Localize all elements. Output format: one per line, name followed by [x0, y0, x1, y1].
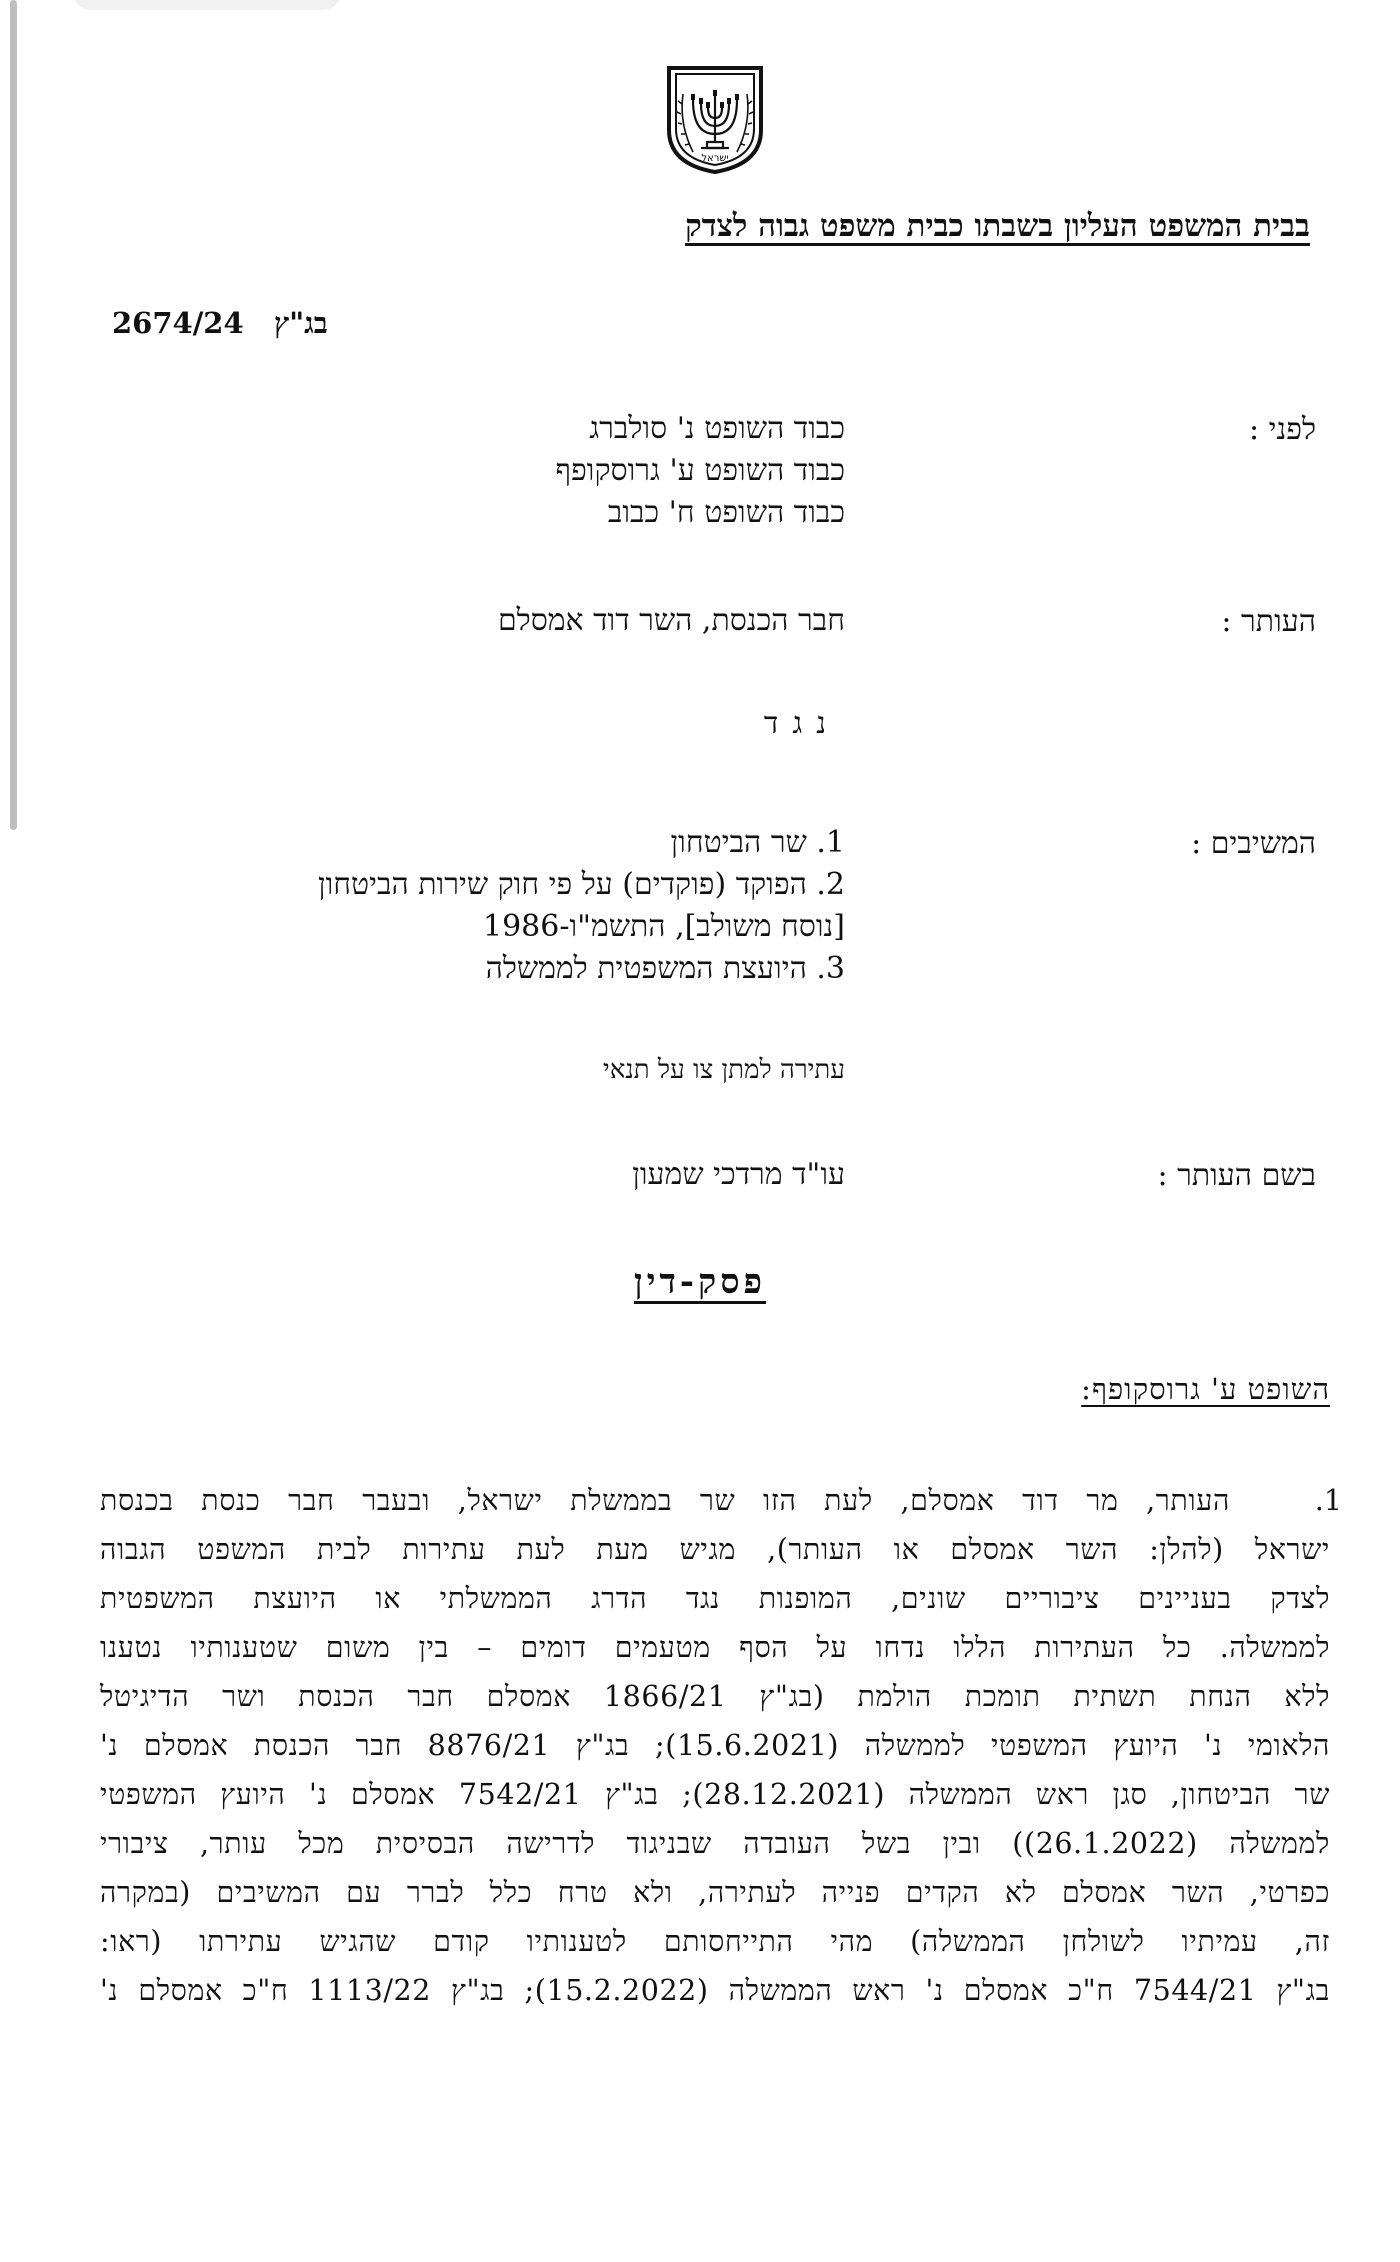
judges-list: [556, 408, 845, 534]
paragraph-line: לממשלה (26.1.2022)) ובין בשל העובדה שבניגוד לדרישה הבסיסית מכל עותר, ציבורי: [100, 1827, 1330, 1860]
paragraph-body: [100, 1476, 1330, 2015]
petition-type: עתירה למתן צו על תנאי: [602, 1055, 845, 1085]
paragraph-line: בג"ץ 7544/21 ח"כ אמסלם נ' ראש הממשלה (15.2.2022); בג"ץ 1113/22 ח"כ אמסלם נ': [100, 1974, 1330, 2007]
paragraph-line: לממשלה. כל העתירות הללו נדחו על הסף מטעמים דומים – בין משום שטענותיו נטענו: [100, 1631, 1330, 1664]
counsel-name: עו"ד מרדכי שמעון: [632, 1157, 845, 1192]
state-emblem-icon: [663, 64, 767, 174]
respondent-line: [נוסח משולב], התשמ"ו-1986: [482, 909, 845, 944]
paragraph-line: העותר, מר דוד אמסלם, לעת הזו שר בממשלת ישראל, ובעבר חבר כנסת בכנסת: [100, 1484, 1230, 1517]
paragraph-number: 1.: [1314, 1484, 1342, 1517]
top-bar-pill: [72, 0, 342, 10]
respondents-label: המשיבים :: [1191, 826, 1316, 861]
paragraph-line: כפרטי, השר אמסלם לא הקדים פנייה לעתירה, ולא טרח כלל לברר עם המשיבים (במקרה: [100, 1876, 1330, 1909]
against-label: נגד: [763, 706, 840, 741]
svg-text:ישראל: ישראל: [701, 153, 729, 164]
paragraph-line: הלאומי נ' היועץ המשפטי לממשלה (15.6.2021); בג"ץ 8876/21 חבר הכנסת אמסלם נ': [100, 1729, 1330, 1762]
petitioner-label: העותר :: [1221, 604, 1316, 639]
paragraph-line: ללא הנחת תשתית תומכת הולמת (בג"ץ 1866/21 אמסלם חבר הכנסת ושר הדיגיטל: [100, 1680, 1330, 1713]
verdict-title: פסק-דין: [633, 1262, 767, 1302]
judge-heading: השופט ע' גרוסקופף:: [1081, 1372, 1330, 1406]
judge-name: כבוד השופט ע' גרוסקופף: [555, 453, 845, 488]
paragraph-line: לצדק בעניינים ציבוריים שונים, המופנות נגד הדרג הממשלתי או היועצת המשפטית: [100, 1582, 1330, 1615]
respondent-line: 1. שר הביטחון: [670, 825, 845, 860]
respondents-list: [318, 822, 845, 990]
before-label: לפני :: [1248, 412, 1316, 447]
judge-name: כבוד השופט נ' סולברג: [589, 411, 845, 446]
petitioner-name: חבר הכנסת, השר דוד אמסלם: [497, 603, 845, 638]
paragraph-line: שר הביטחון, סגן ראש הממשלה (28.12.2021); בג"ץ 7542/21 אמסלם נ' היועץ המשפטי: [100, 1778, 1330, 1811]
judge-name: כבוד השופט ח' כבוב: [607, 495, 845, 530]
respondent-line: 2. הפוקד (פוקדים) על פי חוק שירות הביטחון: [317, 867, 845, 902]
counsel-label: בשם העותר :: [1157, 1158, 1316, 1193]
case-number: [112, 306, 328, 341]
vertical-scrollbar[interactable]: [10, 0, 17, 830]
case-prefix: בג"ץ: [273, 306, 328, 340]
case-number-value: 2674/24: [112, 306, 244, 340]
respondent-line: 3. היועצת המשפטית לממשלה: [485, 951, 845, 986]
paragraph-line: ישראל (להלן: השר אמסלם או העותר), מגיש מעת לעת עתירות לבית המשפט הגבוה: [100, 1533, 1330, 1566]
court-title: בבית המשפט העליון בשבתו כבית משפט גבוה לצדק: [685, 208, 1310, 244]
paragraph-line: זה, עמיתיו לשולחן הממשלה) מהי התייחסותם לטענותיו קודם שהגיש עתירתו (ראו:: [100, 1925, 1330, 1958]
